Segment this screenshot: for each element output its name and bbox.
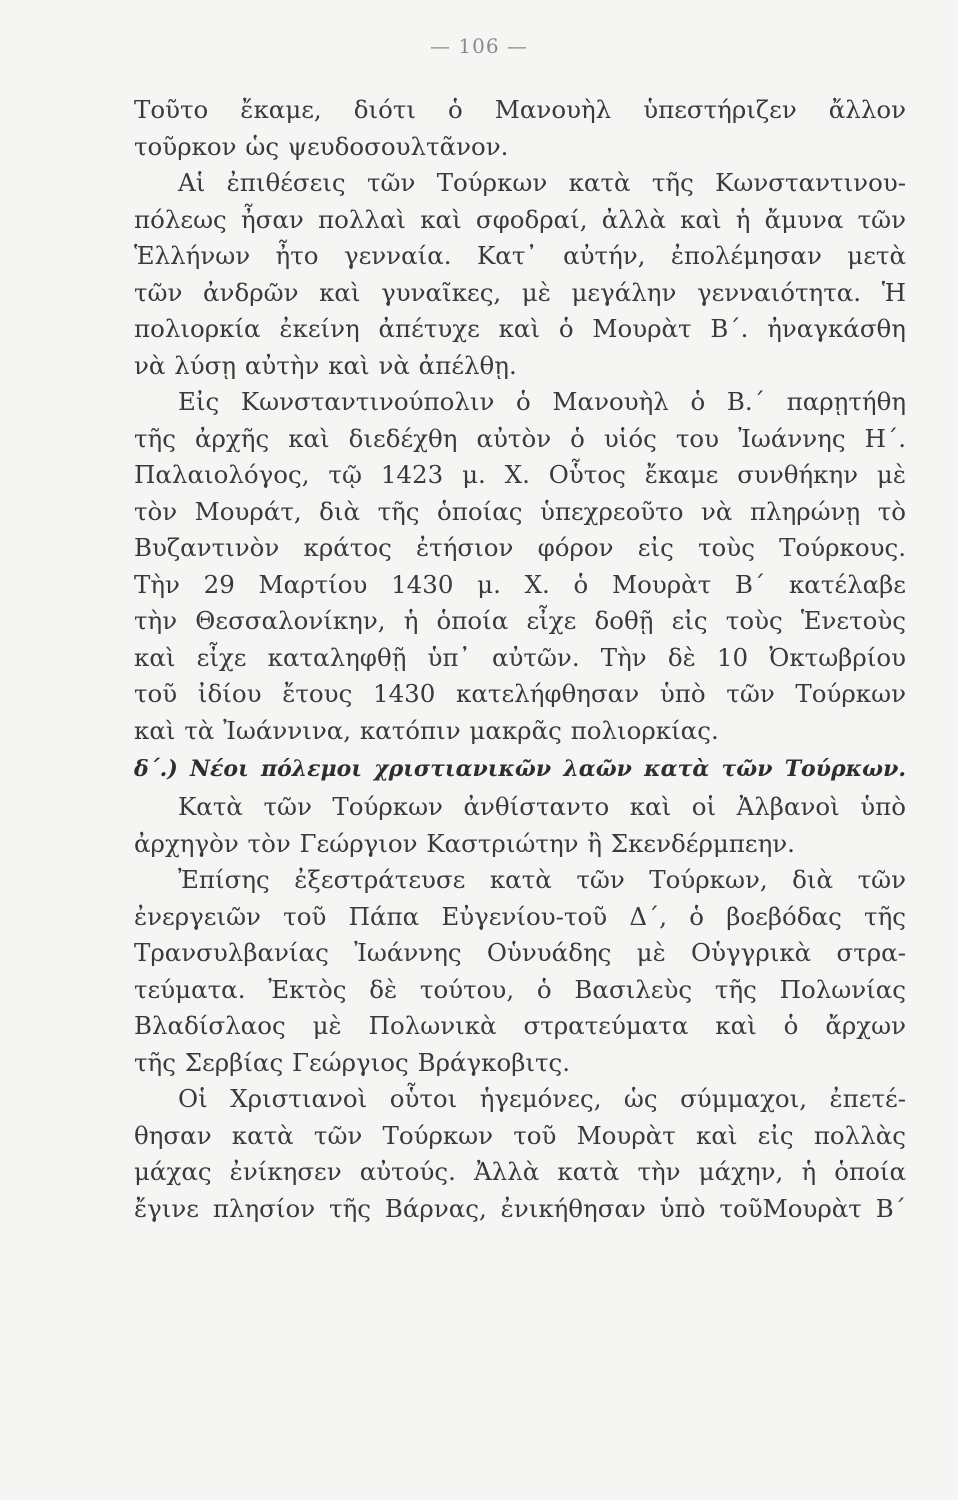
text-line: τὴν Θεσσαλονίκην, ἡ ὁποία εἶχε δοθῇ εἰς τοὺς Ἑνετοὺς [134,606,906,635]
text-line: ἔγινε πλησίον τῆς Βάρνας, ἐνικήθησαν ὑπὸ τοῦΜουρὰτ Β΄ [134,1193,906,1223]
text-line: πολιορκία ἐκείνη ἀπέτυχε καὶ ὁ Μουρὰτ Β΄. ἠναγκάσθη [134,314,906,343]
text-line: Κατὰ τῶν Τούρκων ἀνθίσταντο καὶ οἱ Ἀλβανοὶ ὑπὸ [178,792,906,821]
text-line: μάχας ἐνίκησεν αὐτούς. Ἀλλὰ κατὰ τὴν μάχην, ἡ ὁποία [134,1157,906,1186]
page-number: — 106 — [430,34,528,58]
text-line: Βλαδίσλαος μὲ Πολωνικὰ στρατεύματα καὶ ὁ ἄρχων [134,1011,906,1040]
text-line: Τὴν 29 Μαρτίου 1430 μ. Χ. ὁ Μουρὰτ Β΄ κατέλαβε [134,569,906,599]
section-heading: δ΄.) Νέοι πόλεμοι χριστιανικῶν λαῶν κατὰ τῶν Τούρκων. [134,756,906,782]
text-line: καὶ τὰ Ἰωάννινα, κατόπιν μακρᾶς πολιορκίας. [134,715,719,745]
text-line: Εἰς Κωνσταντινούπολιν ὁ Μανουὴλ ὁ Β.΄ παρῃτήθη [178,387,906,416]
text-line: πόλεως ἦσαν πολλαὶ καὶ σφοδραί, ἀλλὰ καὶ ἡ ἄμυνα τῶν [134,204,906,234]
text-line: ἀρχηγὸν τὸν Γεώργιον Καστριώτην ἢ Σκενδέρμπεην. [134,828,795,858]
text-line: καὶ εἶχε καταληφθῇ ὑπ᾽ αὐτῶν. Τὴν δὲ 10 Ὀκτωβρίου [134,642,906,672]
text-line: τοῦρκον ὡς ψευδοσουλτᾶνον. [134,131,509,161]
text-line: Ἑλλήνων ἦτο γενναία. Κατ᾽ αὐτήν, ἐπολέμησαν μετὰ [134,241,906,270]
text-line: τῶν ἀνδρῶν καὶ γυναῖκες, μὲ μεγάλην γενναιότητα. Ἡ [134,277,906,307]
text-line: τῆς Σερβίας Γεώργιος Βράγκοβιτς. [134,1047,571,1077]
text-line: Τοῦτο ἔκαμε, διότι ὁ Μανουὴλ ὑπεστήριζεν ἄλλον [134,95,906,124]
text-line: Τρανσυλβανίας Ἰωάννης Οὑνυάδης μὲ Οὑγγρικὰ στρα- [134,938,906,967]
body-text [134,92,906,1227]
paragraph-group-after [134,789,906,1227]
text-line: Οἱ Χριστιανοὶ οὗτοι ἡγεμόνες, ὡς σύμμαχοι, ἐπετέ- [178,1084,906,1113]
text-line: τεύματα. Ἐκτὸς δὲ τούτου, ὁ Βασιλεὺς τῆς Πολωνίας [134,974,906,1004]
text-line: Βυζαντινὸν κράτος ἐτήσιον φόρον εἰς τοὺς Τούρκους. [134,533,906,562]
text-line: θησαν κατὰ τῶν Τούρκων τοῦ Μουρὰτ καὶ εἰς πολλὰς [134,1120,906,1150]
text-line: τῆς ἀρχῆς καὶ διεδέχθη αὐτὸν ὁ υἱός του Ἰωάννης Η΄. [134,423,906,453]
text-line: ἐνεργειῶν τοῦ Πάπα Εὐγενίου-τοῦ Δ΄, ὁ βοεβόδας τῆς [134,901,906,931]
text-line: Αἱ ἐπιθέσεις τῶν Τούρκων κατὰ τῆς Κωνσταντινου- [178,168,906,197]
text-line: τοῦ ἰδίου ἔτους 1430 κατελήφθησαν ὑπὸ τῶν Τούρκων [134,679,906,708]
text-line: Ἐπίσης ἐξεστράτευσε κατὰ τῶν Τούρκων, διὰ τῶν [178,865,906,894]
text-line: τὸν Μουράτ, διὰ τῆς ὁποίας ὑπεχρεοῦτο νὰ πληρώνῃ τὸ [134,496,906,526]
text-line: Παλαιολόγος, τῷ 1423 μ. Χ. Οὗτος ἔκαμε συνθήκην μὲ [134,460,906,489]
text-line: νὰ λύσῃ αὐτὴν καὶ νὰ ἀπέλθῃ. [134,350,517,380]
paragraph-group-before [134,92,906,749]
